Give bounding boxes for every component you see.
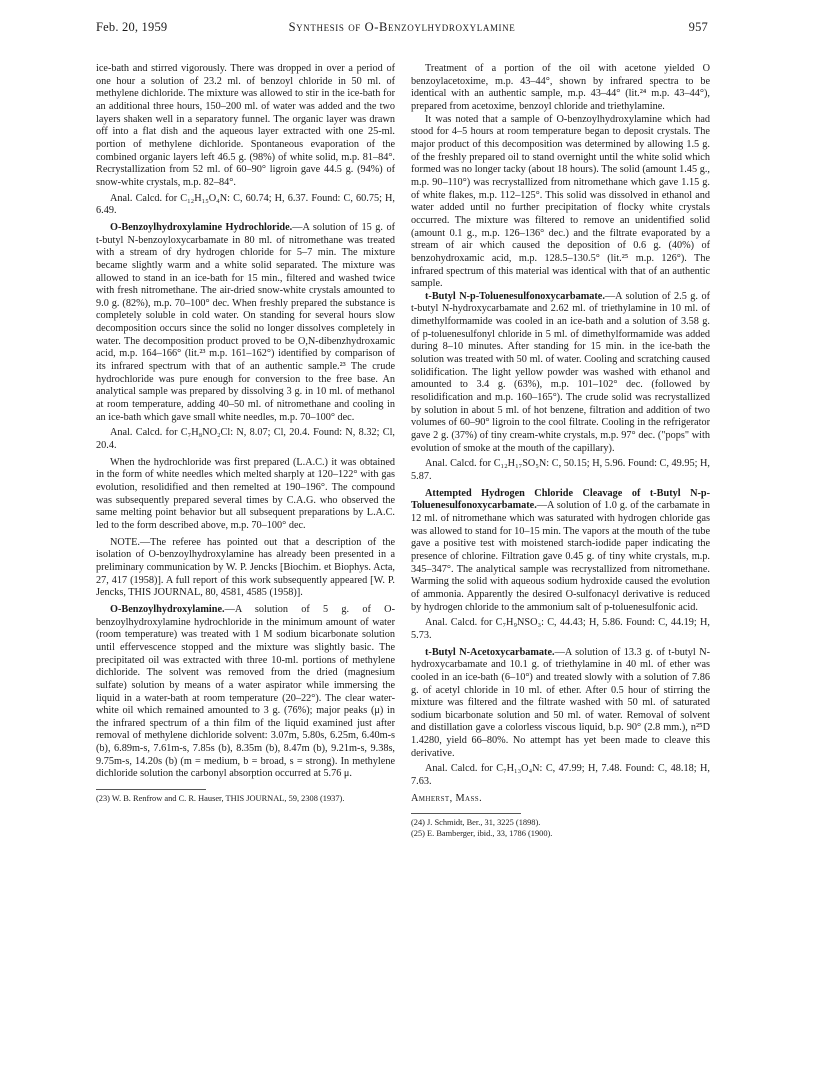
footnote-rule [96, 789, 206, 790]
analysis-tosyl: Anal. Calcd. for C₁₂H₁₇SO₅N: C, 50.15; H, 5.96. Found: C, 49.95; H, 5.87. [411, 458, 710, 482]
heading-hydrochloride: O-Benzoylhydroxylamine Hydrochloride. [110, 221, 293, 233]
footnote-rule-right [411, 813, 521, 814]
running-title: Synthesis of O-Benzoylhydroxylamine [288, 20, 516, 34]
heading-tosyl: t-Butyl N-p-Toluenesulfonoxycarbamate. [425, 290, 605, 302]
heading-acetoxy: t-Butyl N-Acetoxycarbamate. [425, 646, 555, 658]
text-hydrochloride: —A solution of 15 g. of t-butyl N-benzoyloxycarbamate in 80 ml. of nitromethane was treated with a stream of dry hydrogen chloride for 5–7 min. The mixture became slightly warm and a white solid separated. The mixture was allowed to stand in an ice-bath for 15 min., filtered and washed twice with fresh nitromethane. The air-dried snow-white crystals amounted to 9.0 g. (82%), m.p. 70–100° dec. When freshly prepared the substance is completely soluble in cold water. On standing for several hours slow decomposition occurs since the solid no longer dissolves completely in water. The decomposition product proved to be O,N-dibenzhydroxamic acid, m.p. 164–166° (lit.²³ m.p. 161–162°) identified by comparison of its infrared spectrum with that of an authentic sample.²³ The crude hydrochloride was pure enough for conversion to the free base. An analytical sample was prepared by dissolving 3 g. in 10 ml. of methanol at room temperature, adding 40–50 ml. of nitromethane and cooling in an ice-bath which gave small white needles, m.p. 70–100° dec. [96, 221, 396, 423]
text-free-base: —A solution of 5 g. of O-benzoylhydroxylamine hydrochloride in the minimum amount of water (room temperature) was treated with 1 M sodium bicarbonate solution until effervescence stopped and the mixture was slightly basic. The precipitated oil was extracted with three 10-ml. portions of methylene dichloride. The solvent was removed from the dried (magnesium sulfate) solution by means of a water aspirator while immersing the liquid in a water-bath at room temperature (20–22°). The clear water-white oil which remained amounted to 3 g. (76%); major peaks (μ) in the infrared spectrum of a thin film of the liquid examined just after removal of methylene dichloride solvent: 3.07m, 5.80s, 6.25m, 6.40m-s (b), 6.89m-s, 7.61m-s, 7.85s (b), 8.35m (b), 8.47m (b), 9.21m-s, 9.38s, 9.75m-s, 14.20s (b) (m = medium, b = broad, s = strong). In methylene dichloride solution the carbonyl absorption occurred at 5.76 μ. [96, 603, 395, 780]
right-column [411, 63, 710, 840]
left-column [96, 63, 395, 805]
paragraph-acetoxy [411, 647, 710, 761]
paragraph-acetoxime: Treatment of a portion of the oil with acetone yielded O benzoylacetoxime, m.p. 43–44°, shown by infrared spectra to be identical with an authentic sample, m.p. 43–44° (lit.²⁴ m.p. 43–44°), prepared from acetoxime, benzoyl chloride and triethylamine. [411, 63, 710, 112]
text-tosyl: —A solution of 2.5 g. of t-butyl N-hydroxycarbamate and 2.62 ml. of triethylamine in 10 ml. of dimethylformamide was cooled in an ice-bath and a solution of 3.58 g. of p-toluenesulfonyl chloride in 5 ml. of dimethylformamide was added during 8–10 minutes. After standing for 15 min. in the ice-bath the solution was treated with 50 ml. of water. Cooling and scratching caused solidification. The light yellow powder was washed with ethanol and amounted to 3.4 g. (63%), m.p. 101–102° dec. (followed by resolidification and m.p. 160–165°). The crude solid was recrystallized by solution in about 5 ml. of hot benzene, filtration and addition of two volumes of 60–90° ligroin to the cool filtrate. Cooling in the refrigerator gave 2 g. (37%) of tiny cream-white crystals, m.p. 97° dec. ("pops" with evolution of smoke at the mouth of the capillary). [411, 290, 711, 454]
text-cleavage: —A solution of 1.0 g. of the carbamate in 12 ml. of nitromethane which was saturated with hydrogen chloride gas was allowed to stand for 10–15 min. The vapors at the mouth of the tube gave a positive test with moistened starch-iodide paper indicating the presence of chlorine. Filtration gave 0.45 g. of tiny white crystals, m.p. 345–347°. The analytical sample was recrystallized from nitromethane. Warming the solid with aqueous sodium hydroxide caused the evolution of ammonia. Apparently the desired O-sulfonacyl derivative is reduced by hydrogen chloride to the ammonium salt of p-toluenesulfonic acid. [411, 500, 710, 613]
footnote-23: (23) W. B. Renfrow and C. R. Hauser, THIS JOURNAL, 59, 2308 (1937). [96, 794, 345, 804]
paragraph-decomposition: It was noted that a sample of O-benzoylhydroxylamine which had stood for 4–5 hours at room temperature began to deposit crystals. The major product of this decomposition was determined by allowing 1.5 g. of the freshly prepared oil to stand overnight until the white solid which formed was no longer tacky (about 18 hours). The solid (amount 1.45 g., m.p. 90–110°) was recrystallized from nitromethane which gave 1.15 g. of white flakes, m.p. 112–125°. This solid was dissolved in ethanol and water added until no further precipitation of flocky white crystals occurred. The mixture was filtered to remove an unidentified solid (amount 0.1 g., m.p. 126–136° dec.) and the filtrate evaporated by a stream of air which caused the deposition of 0.6 g. (40%) of benzohydroxamic acid, m.p. 128.5–130.5° (lit.²⁵ m.p. 126°). The infrared spectrum of this material was identical with that of an authentic sample. [411, 113, 710, 290]
paragraph-benzoylation: ice-bath and stirred vigorously. There was dropped in over a period of one hour a solution of 23.2 ml. of benzoyl chloride in 50 ml. of methylene dichloride. The mixture was allowed to stir in the ice-bath for an additional three hours, 150–200 ml. of water was added and the two layers shaken well in a separatory funnel. The organic layer was drawn off into a flat dish and the aqueous layer extracted with one 25-ml. portion of methylene dichloride. Spontaneous evaporation of the combined organic layers left 46.5 g. (98%) of white solid, m.p. 81–84°. Recrystallization from 52 ml. of 60–90° ligroin gave 44.5 g. (94%) of snow-white crystals, m.p. 82–84°. [96, 63, 395, 188]
analysis-cleavage: Anal. Calcd. for C₇H₉NSO₃: C, 44.43; H, 5.86. Found: C, 44.19; H, 5.73. [411, 617, 710, 641]
paragraph-free-base [96, 604, 395, 781]
page-number: 957 [688, 20, 708, 34]
heading-cleavage: Attempted Hydrogen Chloride Cleavage of t-Butyl N-p-Toluenesulfonoxycarbamate. [411, 487, 710, 512]
paragraph-tosyl [411, 291, 710, 456]
footnote-24: (24) J. Schmidt, Ber., 31, 3225 (1898). [411, 818, 541, 828]
text-acetoxy: —A solution of 13.3 g. of t-butyl N-hydroxycarbamate and 10.1 g. of triethylamine in 40 ml. of ether was cooled in an ice-bath (6–10°) and treated slowly with a solution of 7.86 g. of acetyl chloride in 10 ml. of ether. After 0.5 hour of stirring the mixture was filtered and the filtrate washed with 50 ml. of saturated sodium bicarbonate solution and 50 ml. of water. Removal of solvent and distillation gave a colorless viscous liquid, b.p. 90° (2.8 mm.), n²⁵D 1.4280, yield 66–80%. No attempt has yet been made to cleave this derivative. [411, 646, 711, 759]
paragraph-hydrochloride-forms: When the hydrochloride was first prepared (L.A.C.) it was obtained in the form of white needles which melted sharply at 120–122° with gas evolution, resolidified and then remelted at 190–196°. The compound was subsequently prepared several times by C.A.G. who observed the same melting point behavior but all subsequent preparations by L.A.C. led to the form described above, m.p. 70–100° dec. [96, 456, 395, 531]
analysis-acetoxy: Anal. Calcd. for C₇H₁₃O₄N: C, 47.99; H, 7.48. Found: C, 48.18; H, 7.63. [411, 763, 710, 788]
paragraph-cleavage [411, 488, 710, 615]
page-header [96, 20, 708, 40]
heading-free-base: O-Benzoylhydroxylamine. [110, 603, 225, 615]
footnote-25: (25) E. Bamberger, ibid., 33, 1786 (1900). [411, 829, 553, 838]
analysis-hydrochloride: Anal. Calcd. for C₇H₈NO₂Cl: N, 8.07; Cl, 20.4. Found: N, 8.32; Cl, 20.4. [96, 427, 395, 452]
issue-date: Feb. 20, 1959 [96, 20, 168, 34]
footnotes-left [96, 794, 395, 805]
affiliation: Amherst, Mass. [411, 792, 483, 804]
referee-note: NOTE.—The referee has pointed out that a description of the isolation of O-benzoylhydroxylamine has already been presented in a preliminary communication by W. P. Jencks [Biochim. et Biophys. Acta, 27, 417 (1958)]. A full report of this work subsequently appeared [W. P. Jencks, THIS JOURNAL, 80, 4581, 4585 (1958)]. [96, 536, 395, 599]
footnotes-right [411, 818, 710, 839]
paragraph-hydrochloride [96, 222, 395, 425]
analysis-carbamate: Anal. Calcd. for C₁₂H₁₅O₄N: C, 60.74; H, 6.37. Found: C, 60.75; H, 6.49. [96, 192, 395, 217]
